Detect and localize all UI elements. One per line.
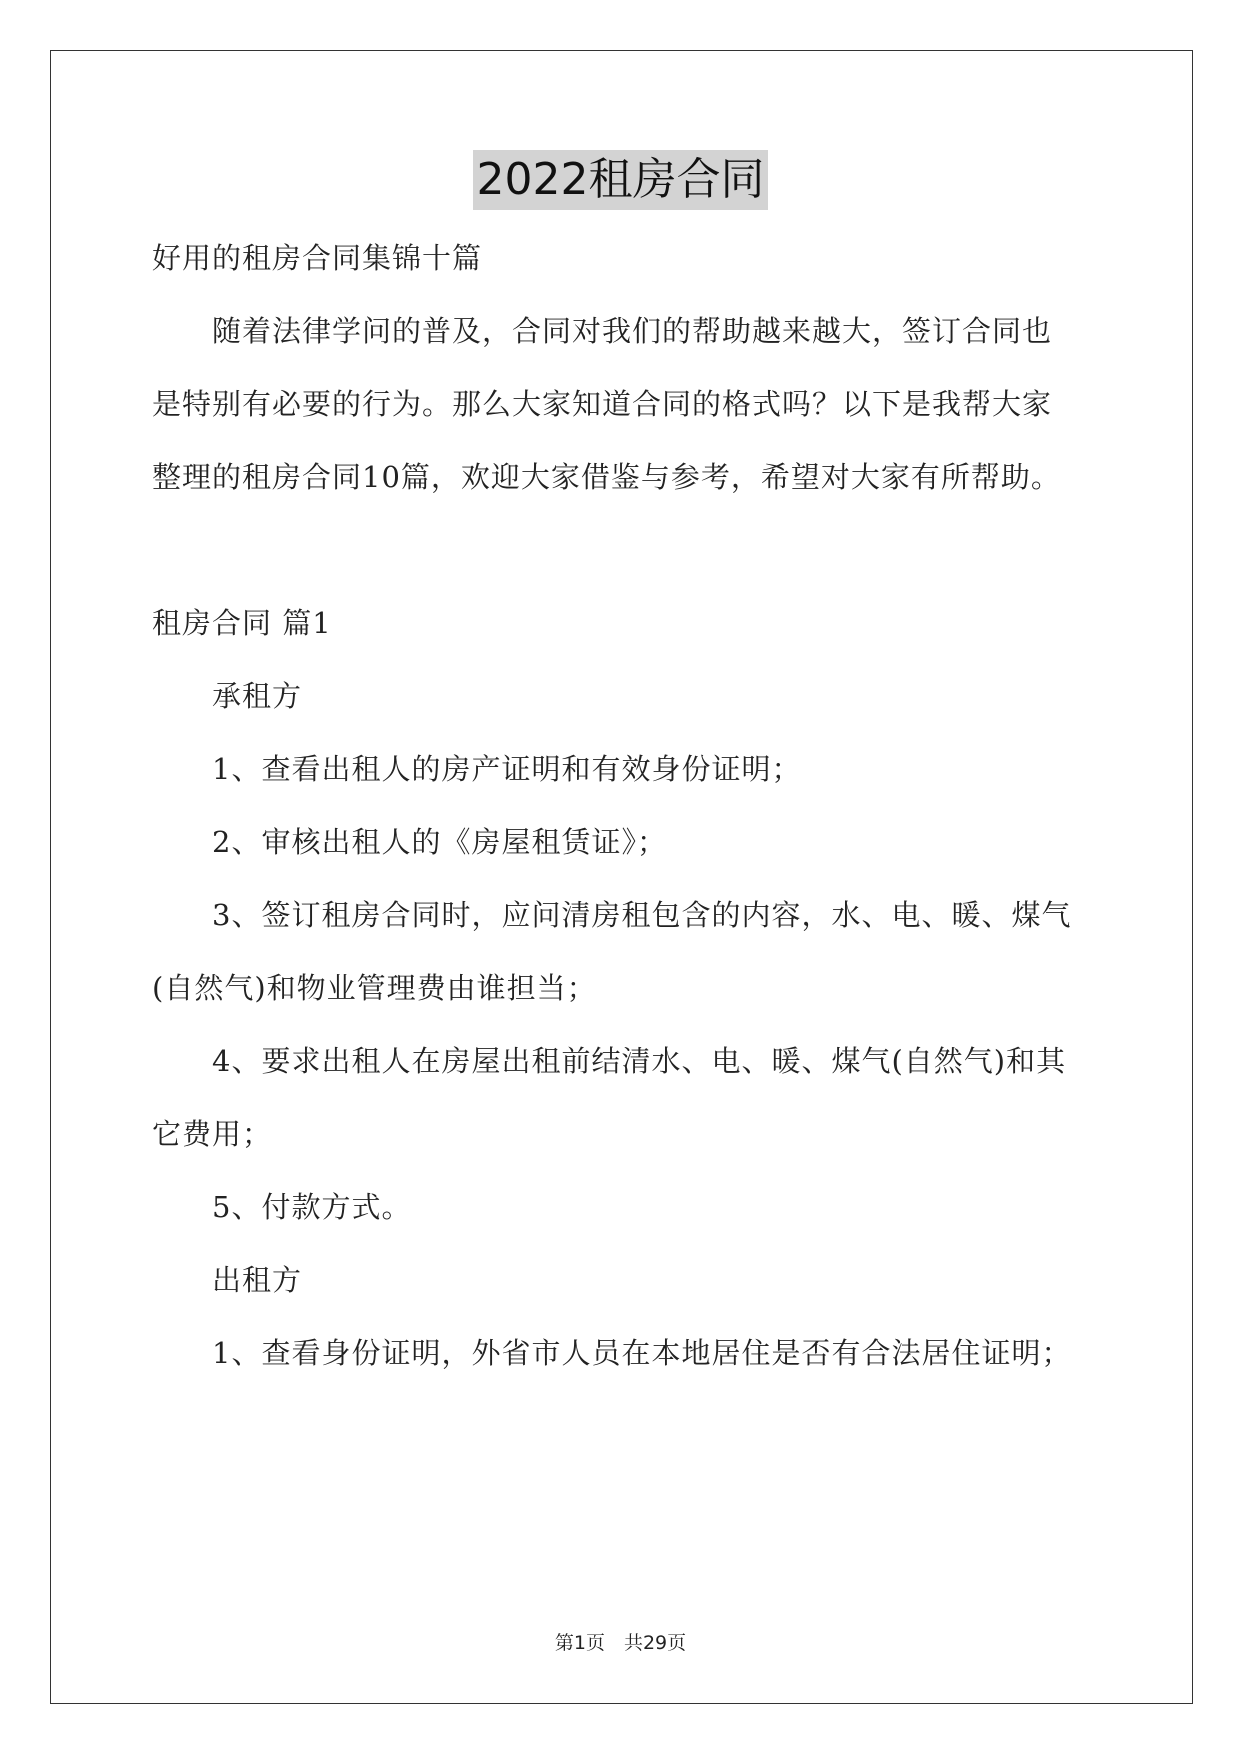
footer-prefix: 第	[554, 1632, 574, 1654]
tenant-heading: 承租方	[212, 679, 303, 713]
page-border	[50, 50, 1193, 1704]
page-footer	[0, 1630, 1241, 1656]
landlord-heading: 出租方	[212, 1263, 303, 1297]
footer-total-pages: 29	[642, 1632, 668, 1654]
tenant-item-5: 5、付款方式。	[212, 1190, 412, 1224]
footer-page-number: 1	[573, 1632, 586, 1654]
footer-middle: 页 共	[585, 1632, 643, 1654]
section-heading: 租房合同 篇1	[152, 606, 332, 640]
intro-line-3: 整理的租房合同10篇，欢迎大家借鉴与参考，希望对大家有所帮助。	[152, 460, 1061, 494]
intro-line-2: 是特别有必要的行为。那么大家知道合同的格式吗？以下是我帮大家	[152, 387, 1053, 421]
tenant-item-2: 2、审核出租人的《房屋租赁证》；	[212, 825, 667, 859]
tenant-item-4-line-2: 它费用；	[152, 1117, 273, 1151]
intro-line-1: 随着法律学问的普及，合同对我们的帮助越来越大，签订合同也	[212, 314, 1053, 348]
tenant-item-3-line-1: 3、签订租房合同时，应问清房租包含的内容，水、电、暖、煤气	[212, 898, 1072, 932]
tenant-item-4-line-1: 4、要求出租人在房屋出租前结清水、电、暖、煤气(自然气)和其	[212, 1044, 1067, 1078]
tenant-item-3-line-2: (自然气)和物业管理费由谁担当；	[152, 971, 597, 1005]
document-title: 2022租房合同	[473, 150, 769, 210]
document-subtitle: 好用的租房合同集锦十篇	[152, 241, 483, 275]
title-container	[0, 150, 1241, 210]
tenant-item-1: 1、查看出租人的房产证明和有效身份证明；	[212, 752, 802, 786]
footer-suffix: 页	[667, 1632, 687, 1654]
landlord-item-1: 1、查看身份证明，外省市人员在本地居住是否有合法居住证明；	[212, 1336, 1072, 1370]
